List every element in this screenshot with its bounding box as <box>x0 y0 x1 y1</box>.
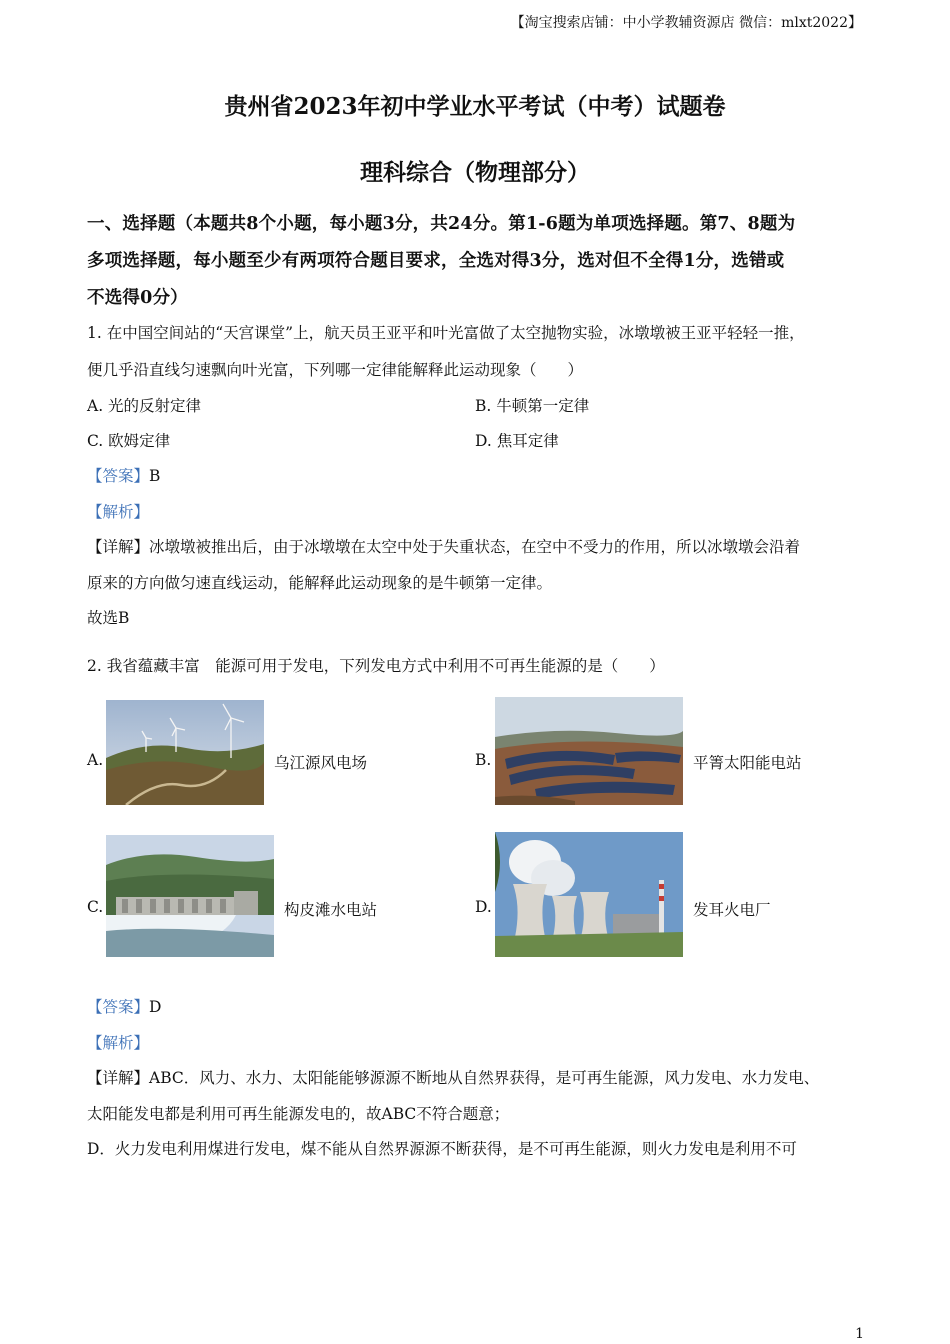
q2-option-c-letter: C. <box>87 898 104 916</box>
answer-tag: 【答案】 <box>87 998 150 1016</box>
wind-farm-image <box>106 700 264 805</box>
hydro-station-illustration <box>106 835 274 957</box>
solar-station-image <box>495 697 683 805</box>
q2-option-d-letter: D. <box>475 898 492 916</box>
q2-detail-line1 <box>87 1066 819 1088</box>
q2-detail-line3: D．火力发电利用煤进行发电，煤不能从自然界源源不断获得，是不可再生能源，则火力发电是利用不可 <box>87 1140 797 1158</box>
q1-detail-line2: 原来的方向做匀速直线运动，能解释此运动现象的是牛顿第一定律。 <box>87 574 553 592</box>
exam-subtitle: 理科综合（物理部分） <box>360 159 590 186</box>
section-heading-line1: 一、选择题（本题共8个小题，每小题3分，共24分。第1-6题为单项选择题。第7、8题为 <box>87 214 796 234</box>
thermal-plant-illustration <box>495 832 683 957</box>
q1-stem-line2: 便几乎沿直线匀速飘向叶光富，下列哪一定律能解释此运动现象（ ） <box>87 361 584 379</box>
solar-station-illustration <box>495 697 683 805</box>
q1-option-a: A. 光的反射定律 <box>87 397 202 415</box>
q1-stem-line1: 1. 在中国空间站的“天宫课堂”上，航天员王亚平和叶光富做了太空抛物实验，冰墩墩被王亚平轻轻一推， <box>87 324 805 342</box>
q1-conclusion: 故选B <box>87 609 130 627</box>
q1-analysis-tag: 【解析】 <box>87 503 150 521</box>
page-header: 【淘宝搜索店铺：中小学教辅资源店 微信：mlxt2022】 <box>510 15 862 31</box>
q2-answer <box>87 995 161 1017</box>
q2-option-b-letter: B. <box>475 751 492 769</box>
answer-value: D <box>149 998 162 1016</box>
q1-option-d: D. 焦耳定律 <box>475 432 559 450</box>
detail-text: ABC．风力、水力、太阳能能够源源不断地从自然界获得，是可再生能源，风力发电、水力发电、 <box>149 1069 820 1087</box>
q2-option-a-letter: A. <box>87 751 104 769</box>
q2-option-b-text: 平箐太阳能电站 <box>693 754 802 772</box>
detail-tag: 【详解】 <box>87 538 150 556</box>
q1-detail-line1 <box>87 535 800 557</box>
q2-analysis-tag: 【解析】 <box>87 1034 150 1052</box>
detail-tag: 【详解】 <box>87 1069 150 1087</box>
q1-option-c: C. 欧姆定律 <box>87 432 171 450</box>
q2-detail-line2: 太阳能发电都是利用可再生能源发电的，故ABC不符合题意； <box>87 1105 510 1123</box>
detail-text: 冰墩墩被推出后，由于冰墩墩在太空中处于失重状态，在空中不受力的作用，所以冰墩墩会沿着 <box>149 538 801 556</box>
thermal-plant-image <box>495 832 683 957</box>
q2-option-a-text: 乌江源风电场 <box>274 754 368 772</box>
q1-option-b: B. 牛顿第一定律 <box>475 397 590 415</box>
page-number: 1 <box>855 1326 864 1342</box>
wind-farm-illustration <box>106 700 264 805</box>
section-heading-line3: 不选得0分） <box>87 288 188 308</box>
exam-title: 贵州省2023年初中学业水平考试（中考）试题卷 <box>224 93 726 120</box>
answer-tag: 【答案】 <box>87 467 150 485</box>
q2-stem: 2. 我省蕴藏丰富 能源可用于发电，下列发电方式中利用不可再生能源的是（ ） <box>87 657 665 675</box>
answer-value: B <box>149 467 161 485</box>
q2-option-d-text: 发耳火电厂 <box>693 901 771 919</box>
section-heading-line2: 多项选择题，每小题至少有两项符合题目要求，全选对得3分，选对但不全得1分，选错或 <box>87 251 785 271</box>
q2-option-c-text: 构皮滩水电站 <box>284 901 378 919</box>
q1-answer <box>87 464 160 486</box>
hydro-station-image <box>106 835 274 957</box>
